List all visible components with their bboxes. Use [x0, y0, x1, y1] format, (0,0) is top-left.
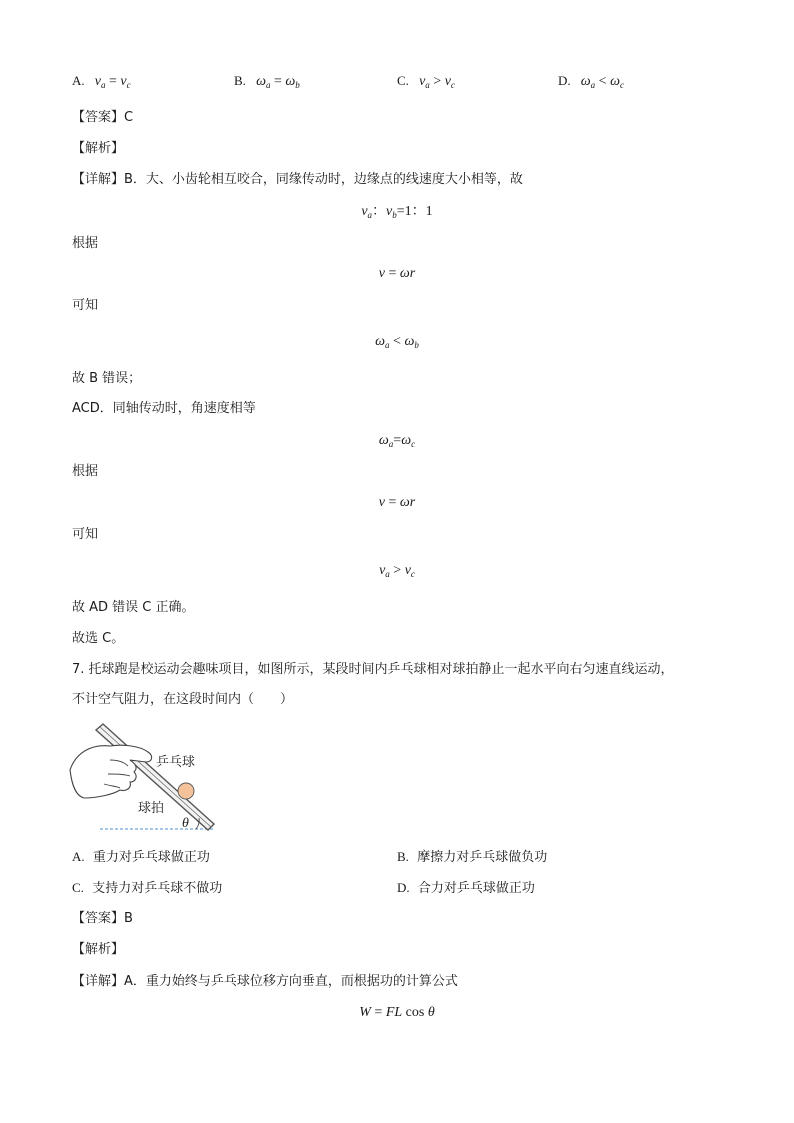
- text-genju-2: 根据: [72, 464, 99, 479]
- detail-text: 【详解】B．大、小齿轮相互咬合，同缘传动时，边缘点的线速度大小相等，故: [72, 172, 523, 187]
- text-acd: ACD．同轴传动时，角速度相等: [72, 401, 256, 416]
- option-d: D. $\omega_a < \omega_c$: [558, 73, 624, 90]
- ratio-equation: $v_a$：$v_b=1$：1: [361, 204, 433, 220]
- text-ad-wrong: 故 AD 错误 C 正确。: [72, 600, 195, 615]
- hand: [70, 745, 152, 798]
- q7-detail-text: 【详解】A．重力始终与乒乓球位移方向垂直，而根据功的计算公式: [72, 974, 458, 989]
- label-paddle: 球拍: [138, 801, 165, 816]
- q7-option-a: A. 重力对乒乓球做正功: [72, 849, 210, 865]
- q7-option-b: B. 摩擦力对乒乓球做负功: [397, 849, 548, 865]
- inequality-v: $v_a > v_c$: [379, 563, 415, 579]
- text-select: 故选 C。: [72, 631, 125, 646]
- analysis-label: 【解析】: [72, 141, 125, 156]
- label-ball: 乒乓球: [156, 755, 196, 770]
- formula-v-omega-r: v = ωr: [378, 266, 416, 281]
- formula-v-omega-r-2: v = ωr: [378, 495, 416, 510]
- q7-answer-label: 【答案】B: [72, 911, 133, 926]
- text-genju: 根据: [72, 236, 99, 251]
- text-kezhi: 可知: [72, 298, 99, 313]
- label-theta: θ: [182, 816, 189, 831]
- q7-option-c: C. 支持力对乒乓球不做功: [72, 880, 223, 896]
- option-b: B. $\omega_a = \omega_b$: [234, 73, 300, 90]
- option-a: A. $v_a = v_c$: [72, 73, 131, 90]
- equation-omega-equal: $\omega_a=\omega_c$: [378, 433, 416, 449]
- question-7-stem: 7. 托球跑是校运动会趣味项目，如图所示，某段时间内乒乓球相对球拍静止一起水平向右匀速直线运动，: [72, 662, 674, 677]
- inequality-omega: $\omega_a < \omega_b$: [375, 334, 419, 350]
- paddle-figure: [68, 720, 228, 835]
- option-c: C. $v_a > v_c$: [397, 73, 455, 90]
- question-7-stem-line2: 不计空气阻力，在这段时间内（ ）: [72, 692, 294, 707]
- q7-option-d: D. 合力对乒乓球做正功: [397, 880, 535, 896]
- text-kezhi-2: 可知: [72, 527, 99, 542]
- q7-analysis-label: 【解析】: [72, 942, 125, 957]
- text-b-wrong: 故 B 错误；: [72, 371, 142, 386]
- ping-pong-ball: [178, 783, 194, 799]
- answer-label: 【答案】C: [72, 110, 134, 125]
- work-formula: W = FL cos θ: [359, 1005, 435, 1020]
